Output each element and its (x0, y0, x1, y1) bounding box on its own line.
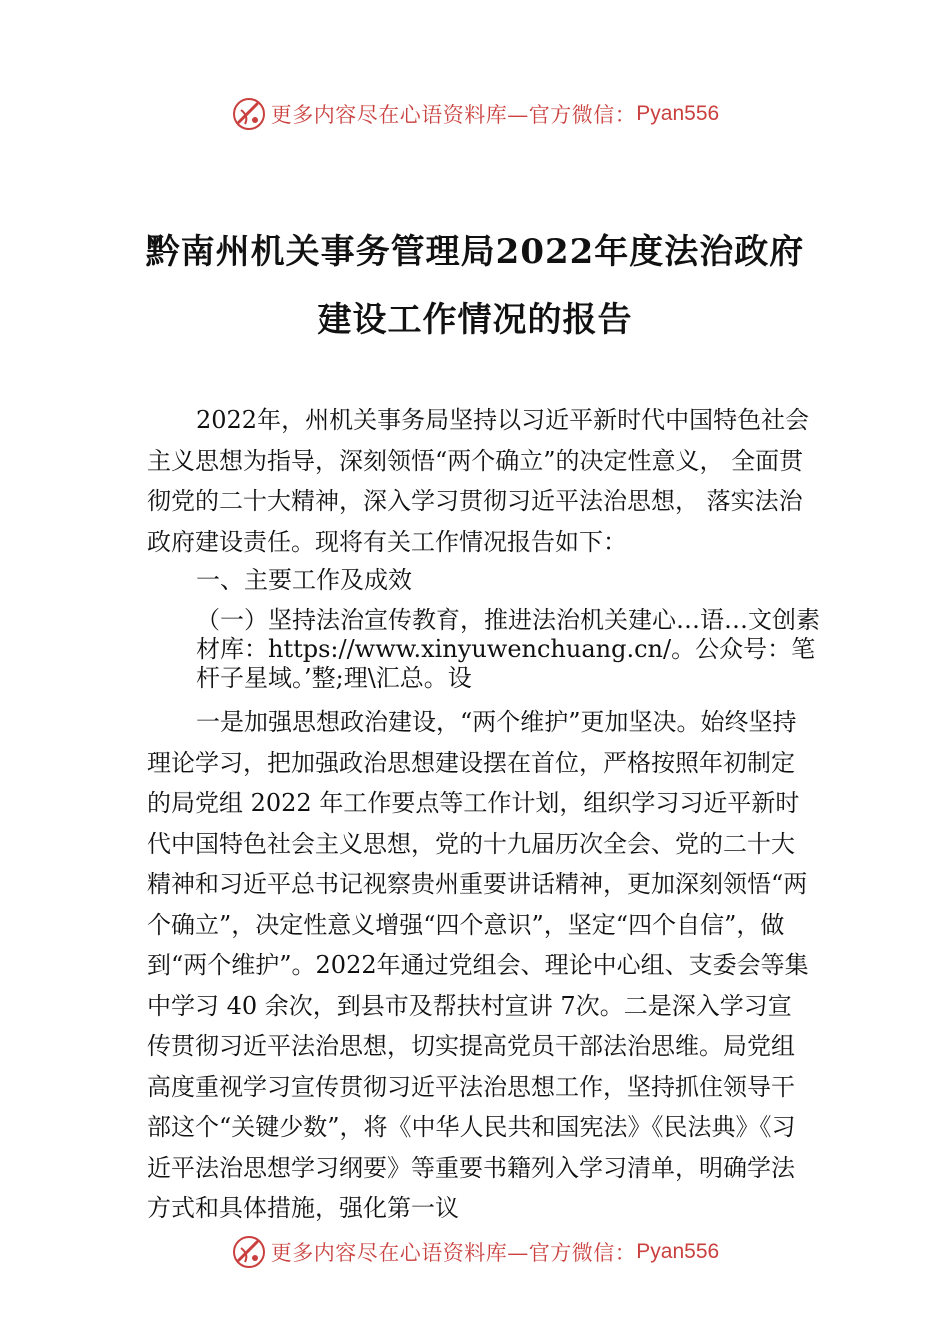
banner-text: 更多内容尽在心语资料库—官方微信： (270, 1241, 637, 1265)
intro-paragraph: 2022年，州机关事务局坚持以习近平新时代中国特色社会主义思想为指导，深刻领悟“两个确立”的决定性意义， 全面贯彻党的二十大精神，深入学习贯彻习近平法治思想， 落实法治政府建设责任。现将有关工作情况报告如下： (147, 406, 810, 556)
brush-logo-icon (231, 96, 267, 132)
body-paragraph: 一是加强思想政治建设，“两个维护”更加坚决。始终坚持理论学习，把加强政治思想建设摆在首位，严格按照年初制定的局党组 2022 年工作要点等工作计划，组织学习习近平新时代中国特色社会主义思想，党的十九届历次全会、党的二十大精神和习近平总书记视察贵州重要讲话精神，更加深刻领悟“两个确立”，决定性意义增强“四个意识”，坚定“四个自信”，做到“两个维护”。2022年通过党组会、理论中心组、支委会等集中学习 40 余次，到县市及帮扶村宣讲 7次。二是深入学习宣传贯彻习近平法治思想，切实提高党员干部法治思维。局党组高度重视学习宣传贯彻习近平法治思想工作，坚持抓住领导干部这个“关键少数”，将《中华人民共和国宪法》《民法典》《习近平法治思想学习纲要》等重要书籍列入学习清单，明确学法方式和具体措施，强化第一议 (147, 708, 809, 1222)
brush-logo-icon (231, 1234, 267, 1270)
subsection-heading: （一）坚持法治宣传教育，推进法治机关建心…语…文创素材库：https://www.xinyuwenchuang.cn/。公众号：笔杆子星域。’整;理\汇总。设 (196, 606, 820, 692)
banner-wechat-id: Pyan556 (636, 102, 720, 125)
footer-banner (0, 1232, 950, 1272)
banner-wechat-id: Pyan556 (636, 1240, 720, 1263)
document-title-line1: 黔南州机关事务管理局2022年度法治政府 (145, 232, 805, 272)
document-title-line2: 建设工作情况的报告 (317, 300, 633, 340)
header-banner (0, 94, 950, 134)
banner-text: 更多内容尽在心语资料库—官方微信： (270, 103, 637, 127)
section-heading: 一、主要工作及成效 (196, 566, 412, 594)
